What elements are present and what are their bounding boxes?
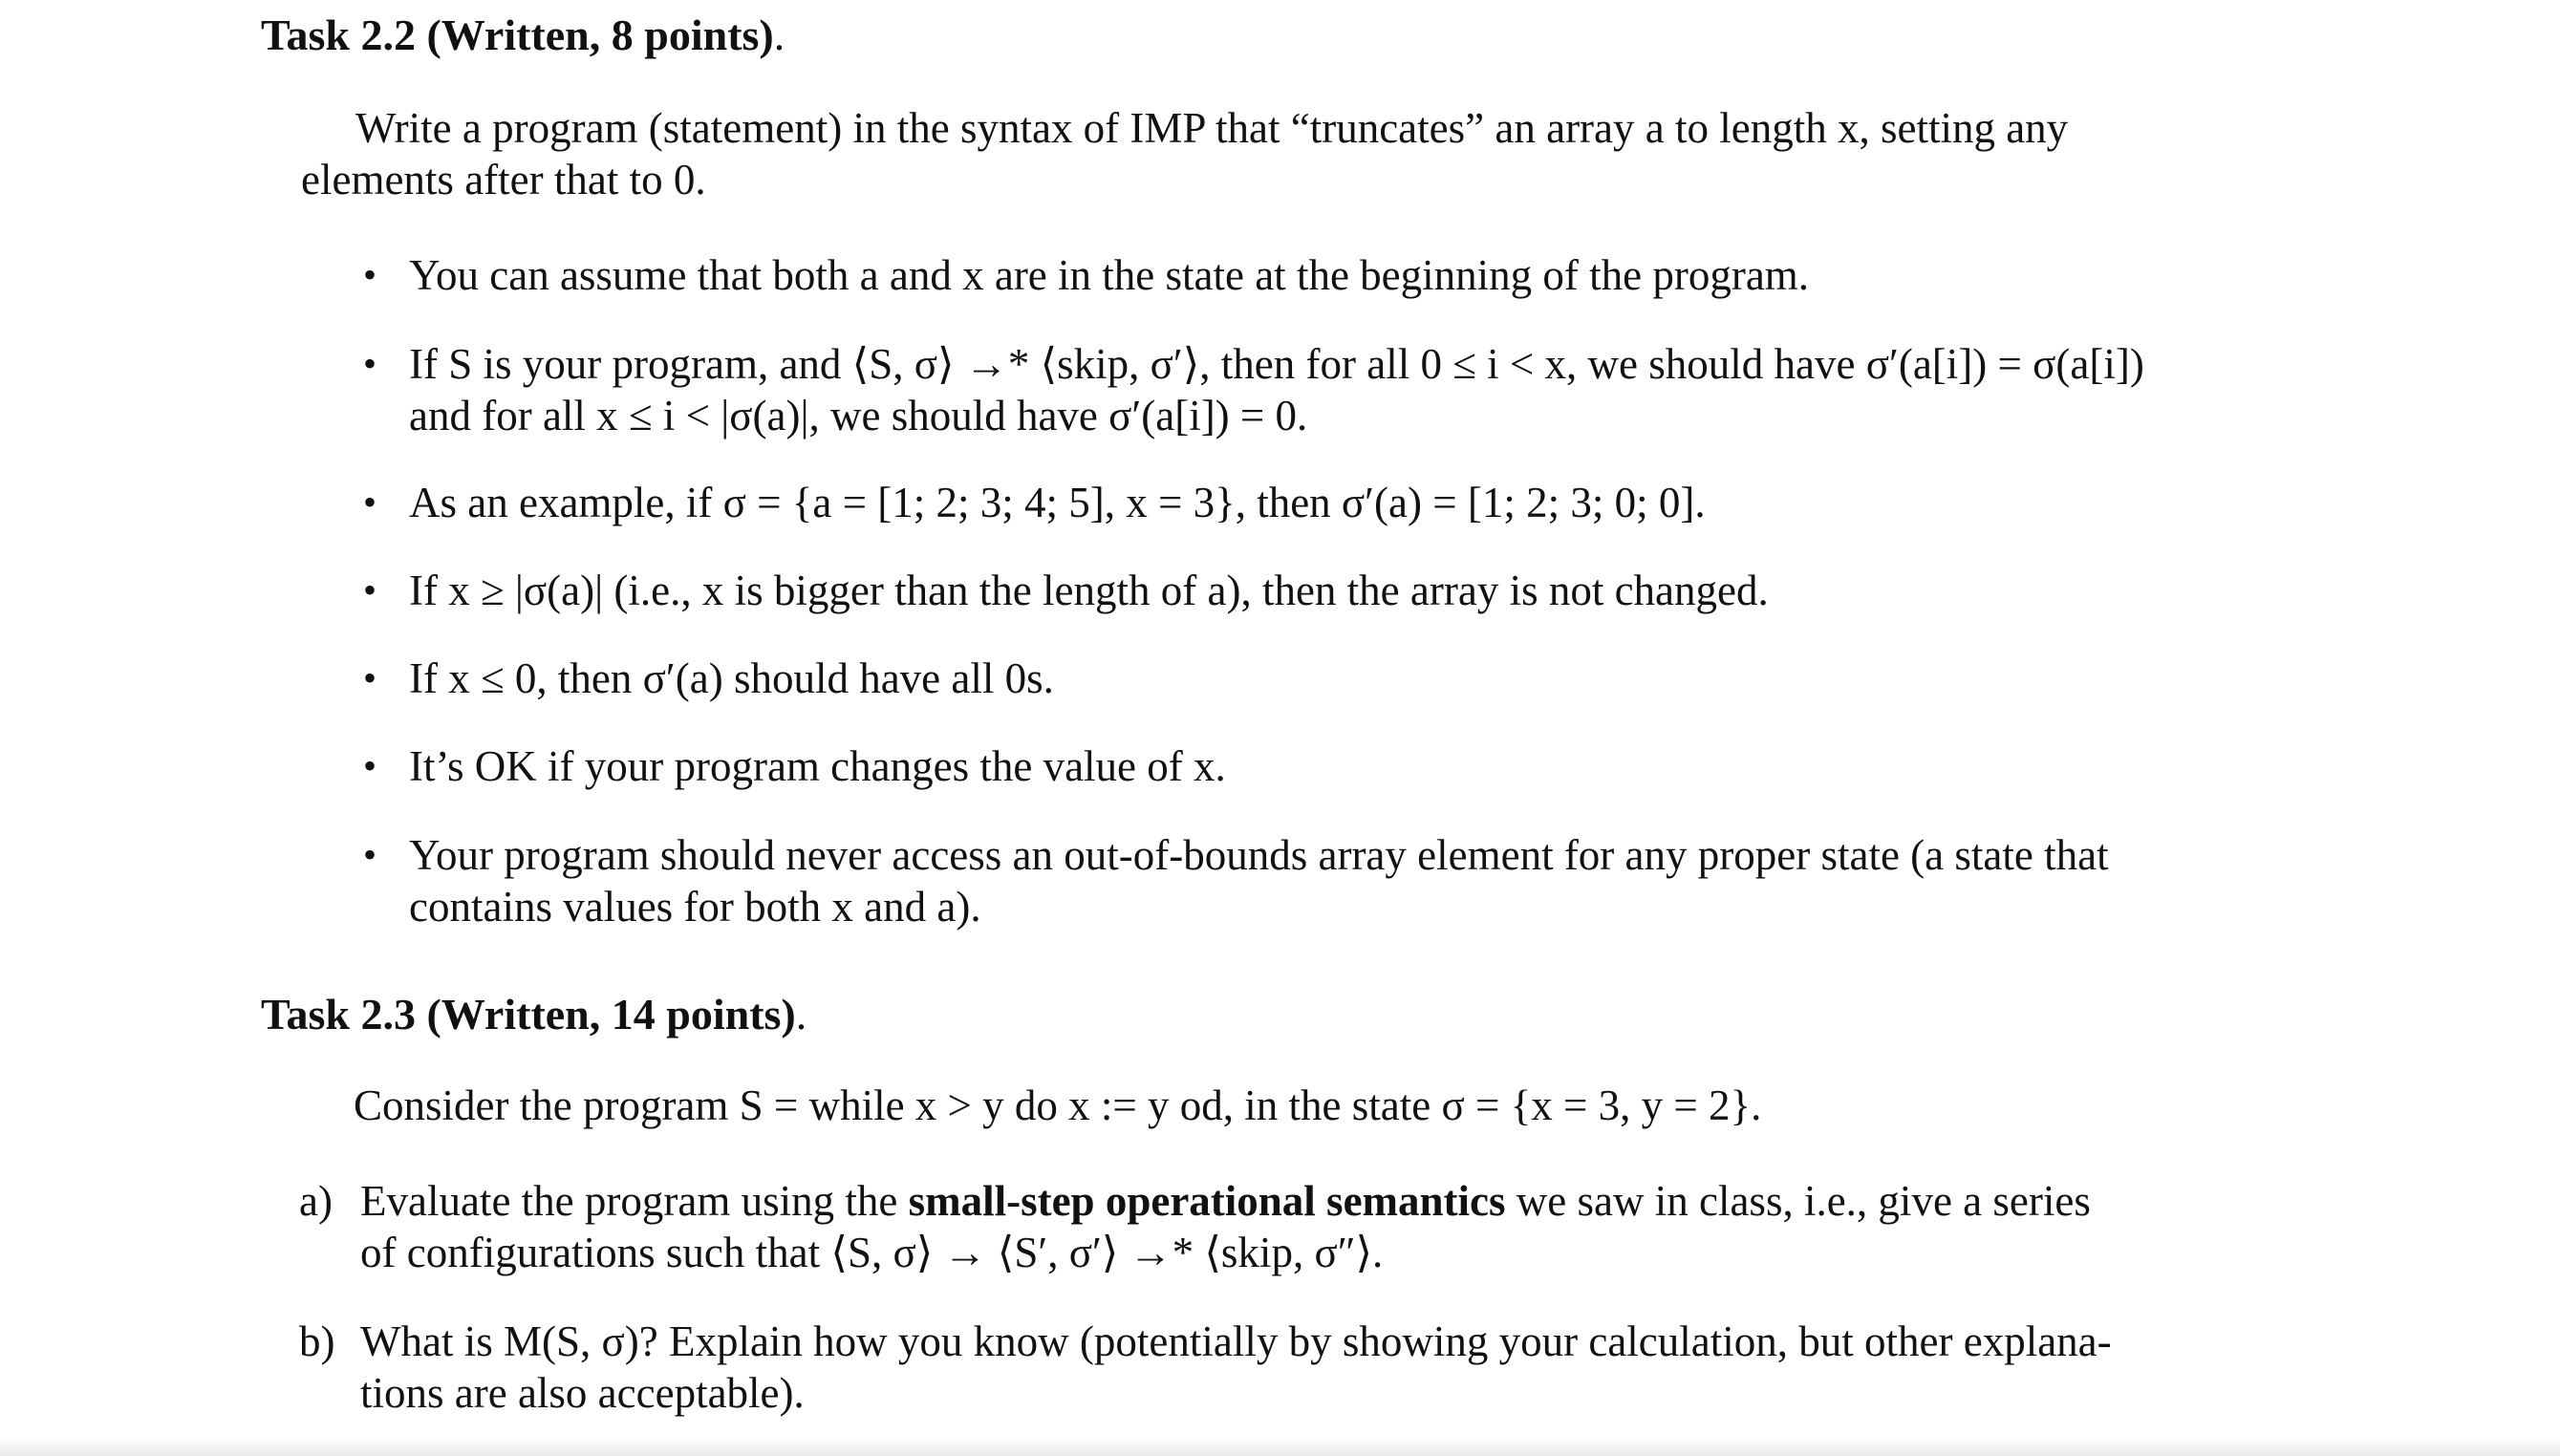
subtask-text-line-1	[360, 1175, 2091, 1227]
task-2-3-intro: Consider the program S = while x > y do x := y od, in the state σ = {x = 3, y = 2}.	[354, 1081, 1762, 1129]
bullet-text	[409, 338, 2144, 441]
subtask-text-post: we saw in class, i.e., give a series	[1505, 1177, 2091, 1225]
subtask-text-line-1: What is M(S, σ)? Explain how you know (potentially by showing your calculation, but other explana-	[360, 1317, 2112, 1365]
subtask-text-pre: Evaluate the program using the	[360, 1177, 909, 1225]
bullet-text: You can assume that both a and x are in the state at the beginning of the program.	[409, 251, 1810, 299]
bullet-text-line-2: and for all x ≤ i < |σ(a)|, we should have σ′(a[i]) = 0.	[409, 392, 1308, 439]
subtask-text	[360, 1316, 2112, 1419]
task-2-2-intro-line-1: Write a program (statement) in the syntax of IMP that “truncates” an array a to length x, setting any	[355, 104, 2069, 152]
bullet-text-line-1: If S is your program, and ⟨S, σ⟩ →* ⟨skip, σ′⟩, then for all 0 ≤ i < x, we should have σ′(a[i]) = σ(a[i])	[409, 340, 2144, 388]
task-2-2-heading-period: .	[773, 11, 785, 59]
bullet-dot: •	[363, 481, 377, 524]
bullet-text: If x ≥ |σ(a)| (i.e., x is bigger than the length of a), then the array is not changed.	[409, 567, 1769, 614]
subtask-text-line-2: tions are also acceptable).	[360, 1369, 805, 1417]
task-2-2-heading	[261, 10, 785, 61]
bullet-text: It’s OK if your program changes the value of x.	[409, 742, 1226, 790]
bullet-text-line-1: Your program should never access an out-of-bounds array element for any proper state (a state that	[409, 831, 2109, 879]
page-bottom-edge	[0, 1437, 2560, 1456]
subtask-text-bold: small-step operational semantics	[908, 1177, 1506, 1225]
subtask-text-line-2: of configurations such that ⟨S, σ⟩ → ⟨S′, σ′⟩ →* ⟨skip, σ″⟩.	[360, 1229, 1384, 1276]
subtask-text	[360, 1175, 2091, 1278]
task-2-3-heading	[261, 989, 807, 1040]
subtask-label: b)	[299, 1317, 335, 1365]
bullet-dot: •	[363, 342, 377, 385]
bullet-dot: •	[363, 656, 377, 699]
bullet-text: If x ≤ 0, then σ′(a) should have all 0s.	[409, 654, 1054, 702]
task-2-3-heading-period: .	[795, 990, 807, 1038]
bullet-dot: •	[363, 568, 377, 611]
task-2-2-intro-line-2: elements after that to 0.	[301, 156, 706, 203]
bullet-text-line-2: contains values for both x and a).	[409, 883, 981, 931]
bullet-dot: •	[363, 833, 377, 876]
subtask-label: a)	[299, 1177, 333, 1225]
task-2-3-heading-bold: Task 2.3 (Written, 14 points)	[261, 990, 796, 1038]
bullet-dot: •	[363, 744, 377, 787]
bullet-text	[409, 829, 2109, 932]
task-2-2-heading-bold: Task 2.2 (Written, 8 points)	[261, 11, 774, 59]
bullet-dot: •	[363, 253, 377, 296]
bullet-text: As an example, if σ = {a = [1; 2; 3; 4; 5], x = 3}, then σ′(a) = [1; 2; 3; 0; 0].	[409, 479, 1706, 526]
